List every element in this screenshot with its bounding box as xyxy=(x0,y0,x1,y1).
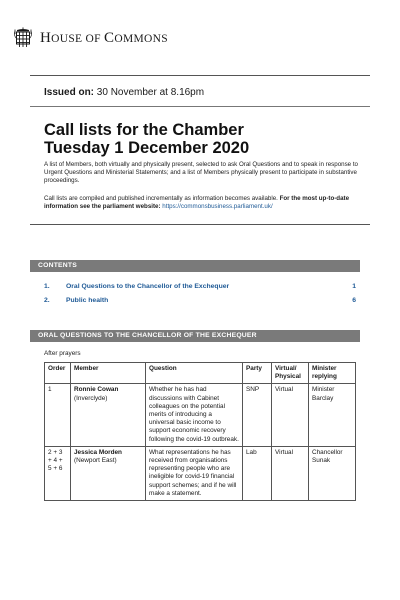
toc-item[interactable] xyxy=(44,297,356,304)
toc-item-title[interactable]: Public health xyxy=(66,297,109,304)
issued-line xyxy=(44,87,204,98)
title-line-1: Call lists for the Chamber xyxy=(44,121,244,139)
cell-virtual: Virtual xyxy=(272,446,309,500)
member-seat: (Inverclyde) xyxy=(74,394,108,402)
cell-minister: Minister Barclay xyxy=(309,384,356,446)
column-header-question: Question xyxy=(146,363,243,384)
cell-member xyxy=(71,384,146,446)
cell-party: SNP xyxy=(243,384,272,446)
member-name: Jessica Morden xyxy=(74,448,122,456)
toc-item-number: 2. xyxy=(44,297,50,304)
cell-question: What representations he has received from organisations representing people who are ineligible for covid-19 financial support schemes; and if he will make a statement. xyxy=(146,446,243,500)
portcullis-logo-icon xyxy=(14,26,32,50)
toc-item[interactable] xyxy=(44,283,356,290)
member-name: Ronnie Cowan xyxy=(74,386,119,394)
cell-order: 1 xyxy=(45,384,71,446)
column-header-virtual-physical: Virtual/ Physical xyxy=(272,363,309,384)
intro-text: Call lists are compiled and published incrementally as information becomes available. xyxy=(44,195,280,202)
org-name-part: OMMONS xyxy=(114,32,168,45)
table-row xyxy=(45,446,356,500)
call-list-table xyxy=(44,362,356,501)
title-line-2: Tuesday 1 December 2020 xyxy=(44,139,250,157)
page-header xyxy=(14,24,168,52)
cell-question: Whether he has had discussions with Cabinet colleagues on the potential merits of introducing a universal basic income to support economic recovery following the covid-19 outbreak. xyxy=(146,384,243,446)
cell-virtual: Virtual xyxy=(272,384,309,446)
column-header-order: Order xyxy=(45,363,71,384)
toc-item-page: 6 xyxy=(352,297,356,304)
contents-heading: CONTENTS xyxy=(30,260,360,272)
org-name-part: H xyxy=(40,29,52,46)
issued-value: 30 November at 8.16pm xyxy=(96,87,205,98)
table-header-row xyxy=(45,363,356,384)
divider xyxy=(30,224,370,225)
column-header-minister: Minister replying xyxy=(309,363,356,384)
cell-party: Lab xyxy=(243,446,272,500)
org-name-part: C xyxy=(104,29,115,46)
divider xyxy=(30,75,370,76)
parliament-website-link[interactable]: https://commonsbusiness.parliament.uk/ xyxy=(162,203,273,210)
org-name xyxy=(40,30,168,47)
after-prayers-note: After prayers xyxy=(44,350,81,357)
toc-item-page: 1 xyxy=(352,283,356,290)
table-row xyxy=(45,384,356,446)
toc-item-title[interactable]: Oral Questions to the Chancellor of the Exchequer xyxy=(66,283,230,290)
member-seat: (Newport East) xyxy=(74,457,117,465)
intro-paragraph-2 xyxy=(44,195,362,211)
cell-member xyxy=(71,446,146,500)
toc-item-number: 1. xyxy=(44,283,50,290)
org-name-part: OUSE OF xyxy=(51,32,105,45)
column-header-party: Party xyxy=(243,363,272,384)
oral-questions-heading: ORAL QUESTIONS TO THE CHANCELLOR OF THE EXCHEQUER xyxy=(30,330,360,342)
cell-minister: Chancellor Sunak xyxy=(309,446,356,500)
divider xyxy=(30,106,370,107)
cell-order: 2 + 3 + 4 + 5 + 6 xyxy=(45,446,71,500)
document-title xyxy=(44,121,249,157)
intro-bold-text: For the most up-to-date information see the parliament website: xyxy=(44,195,350,210)
column-header-member: Member xyxy=(71,363,146,384)
issued-label: Issued on: xyxy=(44,87,95,98)
intro-paragraph-1: A list of Members, both virtually and physically present, selected to ask Oral Questions and to speak in response to Urgent Questions and Ministerial Statements; and a list of Members physically present to participate in substantive proceedings. xyxy=(44,161,359,184)
